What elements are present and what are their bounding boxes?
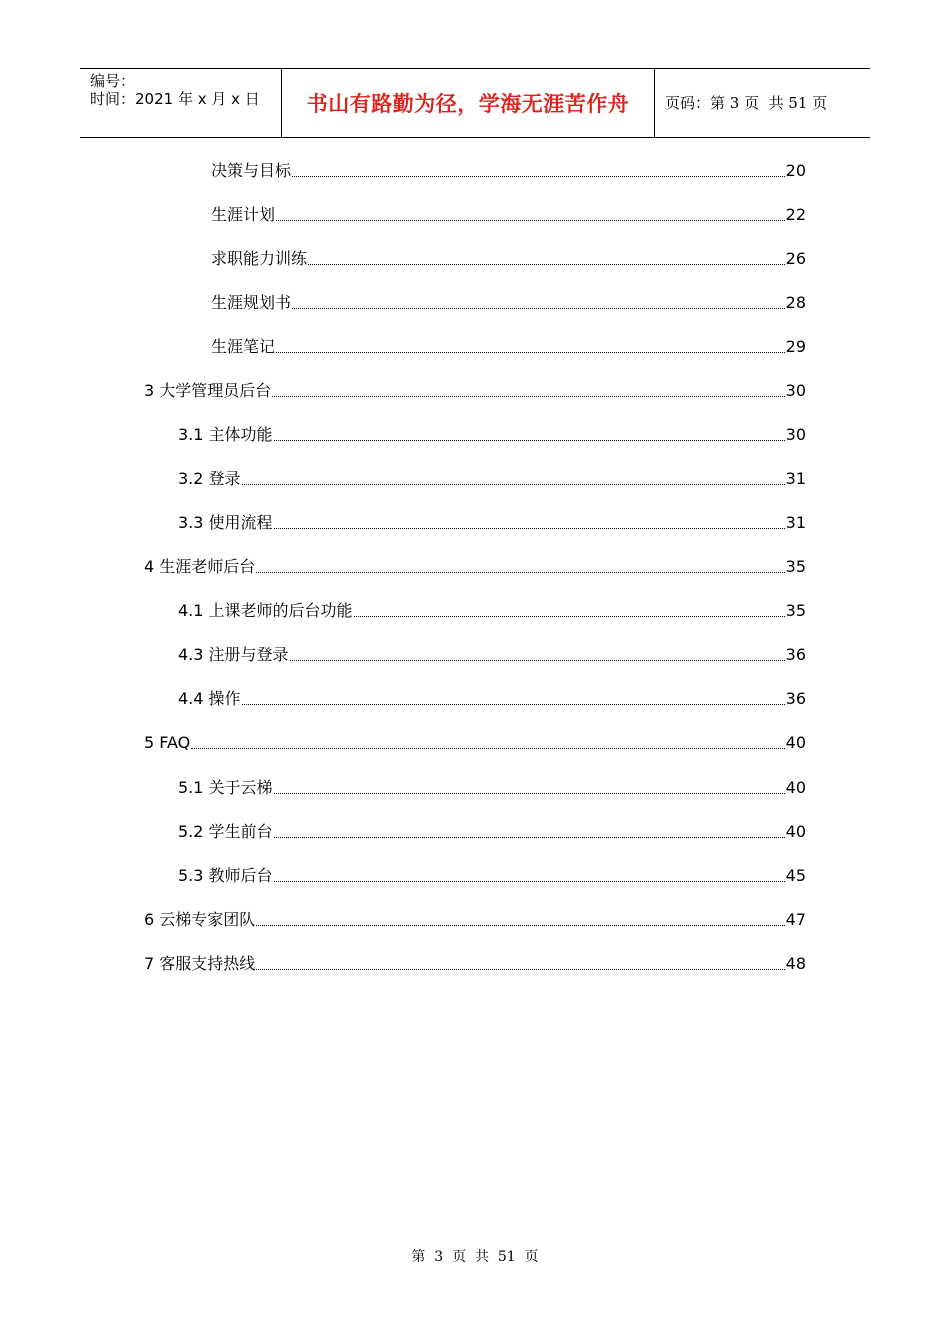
toc-entry[interactable]	[178, 510, 806, 534]
toc-entry[interactable]	[211, 334, 806, 358]
toc-entry[interactable]	[211, 158, 806, 182]
header-page-cell	[655, 69, 870, 137]
toc-leader-dots	[290, 659, 785, 661]
toc-entry-page: 31	[785, 469, 806, 488]
toc-entry[interactable]	[144, 554, 806, 578]
toc-entry-title: 4.1 上课老师的后台功能	[178, 601, 353, 620]
toc-leader-dots	[274, 527, 785, 529]
toc-entry-page: 20	[785, 161, 806, 180]
serial-number-label: 编号：	[90, 72, 136, 90]
toc-leader-dots	[274, 792, 785, 794]
toc-leader-dots	[272, 395, 784, 397]
toc-entry[interactable]	[211, 290, 806, 314]
toc-entry[interactable]	[178, 863, 806, 887]
toc-entry-title: 4.3 注册与登录	[178, 645, 289, 664]
toc-entry-page: 31	[785, 513, 806, 532]
page-footer: 第 3 页 共 51 页	[411, 1249, 539, 1265]
toc-leader-dots	[354, 615, 785, 617]
toc-entry[interactable]	[178, 775, 806, 799]
toc-entry[interactable]	[211, 202, 806, 226]
header-motto: 书山有路勤为径，学海无涯苦作舟	[306, 91, 630, 116]
toc-entry-title: 5.3 教师后台	[178, 866, 273, 885]
toc-entry-page: 35	[785, 601, 806, 620]
toc-entry-title: 生涯规划书	[211, 293, 292, 312]
toc-entry-page: 29	[785, 337, 806, 356]
toc-entry-title: 3 大学管理员后台	[144, 381, 272, 400]
toc-entry-page: 35	[785, 557, 806, 576]
toc-entry-page: 28	[785, 293, 806, 312]
toc-entry[interactable]	[211, 246, 806, 270]
toc-entry-title: 6 云梯专家团队	[144, 910, 256, 929]
toc-entry-page: 40	[785, 733, 806, 752]
toc-entry[interactable]	[178, 819, 806, 843]
toc-entry-title: 3.2 登录	[178, 469, 241, 488]
toc-entry[interactable]	[144, 907, 806, 931]
toc-entry-title: 3.3 使用流程	[178, 513, 273, 532]
toc-entry-title: 生涯计划	[211, 205, 276, 224]
toc-leader-dots	[276, 219, 785, 221]
toc-entry[interactable]	[144, 951, 806, 975]
toc-entry[interactable]	[178, 686, 806, 710]
toc-entry-page: 48	[785, 954, 806, 973]
toc-entry[interactable]	[178, 598, 806, 622]
toc-entry[interactable]	[178, 642, 806, 666]
toc-entry[interactable]	[178, 422, 806, 446]
toc-leader-dots	[242, 703, 785, 705]
toc-leader-dots	[256, 571, 784, 573]
toc-entry-title: 求职能力训练	[211, 249, 308, 268]
toc-entry-title: 决策与目标	[211, 161, 292, 180]
toc-entry[interactable]	[144, 730, 806, 754]
toc-entry-page: 36	[785, 689, 806, 708]
toc-leader-dots	[274, 880, 785, 882]
toc-leader-dots	[242, 483, 785, 485]
toc-entry-title: 7 客服支持热线	[144, 954, 256, 973]
toc-entry-page: 45	[785, 866, 806, 885]
toc-entry-page: 36	[785, 645, 806, 664]
toc-leader-dots	[308, 263, 785, 265]
header-motto-cell	[282, 69, 655, 137]
toc-entry-title: 5.2 学生前台	[178, 822, 273, 841]
toc-leader-dots	[292, 175, 785, 177]
toc-entry-page: 47	[785, 910, 806, 929]
toc-entry-title: 5.1 关于云梯	[178, 778, 273, 797]
toc-leader-dots	[256, 924, 784, 926]
toc-entry-title: 生涯笔记	[211, 337, 276, 356]
toc-leader-dots	[191, 747, 784, 749]
header-meta-cell	[80, 69, 282, 137]
toc-entry-page: 22	[785, 205, 806, 224]
toc-entry-page: 40	[785, 778, 806, 797]
page-header	[80, 68, 870, 138]
toc-leader-dots	[274, 836, 785, 838]
toc-entry-page: 26	[785, 249, 806, 268]
toc-entry[interactable]	[178, 466, 806, 490]
date-text: 时间：2021 年 x 月 x 日	[90, 90, 260, 108]
toc-leader-dots	[292, 307, 785, 309]
toc-leader-dots	[274, 439, 785, 441]
toc-leader-dots	[276, 351, 785, 353]
toc-entry-title: 5 FAQ	[144, 733, 191, 752]
toc-leader-dots	[256, 968, 784, 970]
toc-entry-page: 40	[785, 822, 806, 841]
toc-entry-title: 4.4 操作	[178, 689, 241, 708]
toc-entry-page: 30	[785, 381, 806, 400]
header-page-info: 页码：第 3 页 共 51 页	[665, 94, 828, 112]
toc-entry-title: 4 生涯老师后台	[144, 557, 256, 576]
toc-entry[interactable]	[144, 378, 806, 402]
toc-entry-page: 30	[785, 425, 806, 444]
toc-entry-title: 3.1 主体功能	[178, 425, 273, 444]
